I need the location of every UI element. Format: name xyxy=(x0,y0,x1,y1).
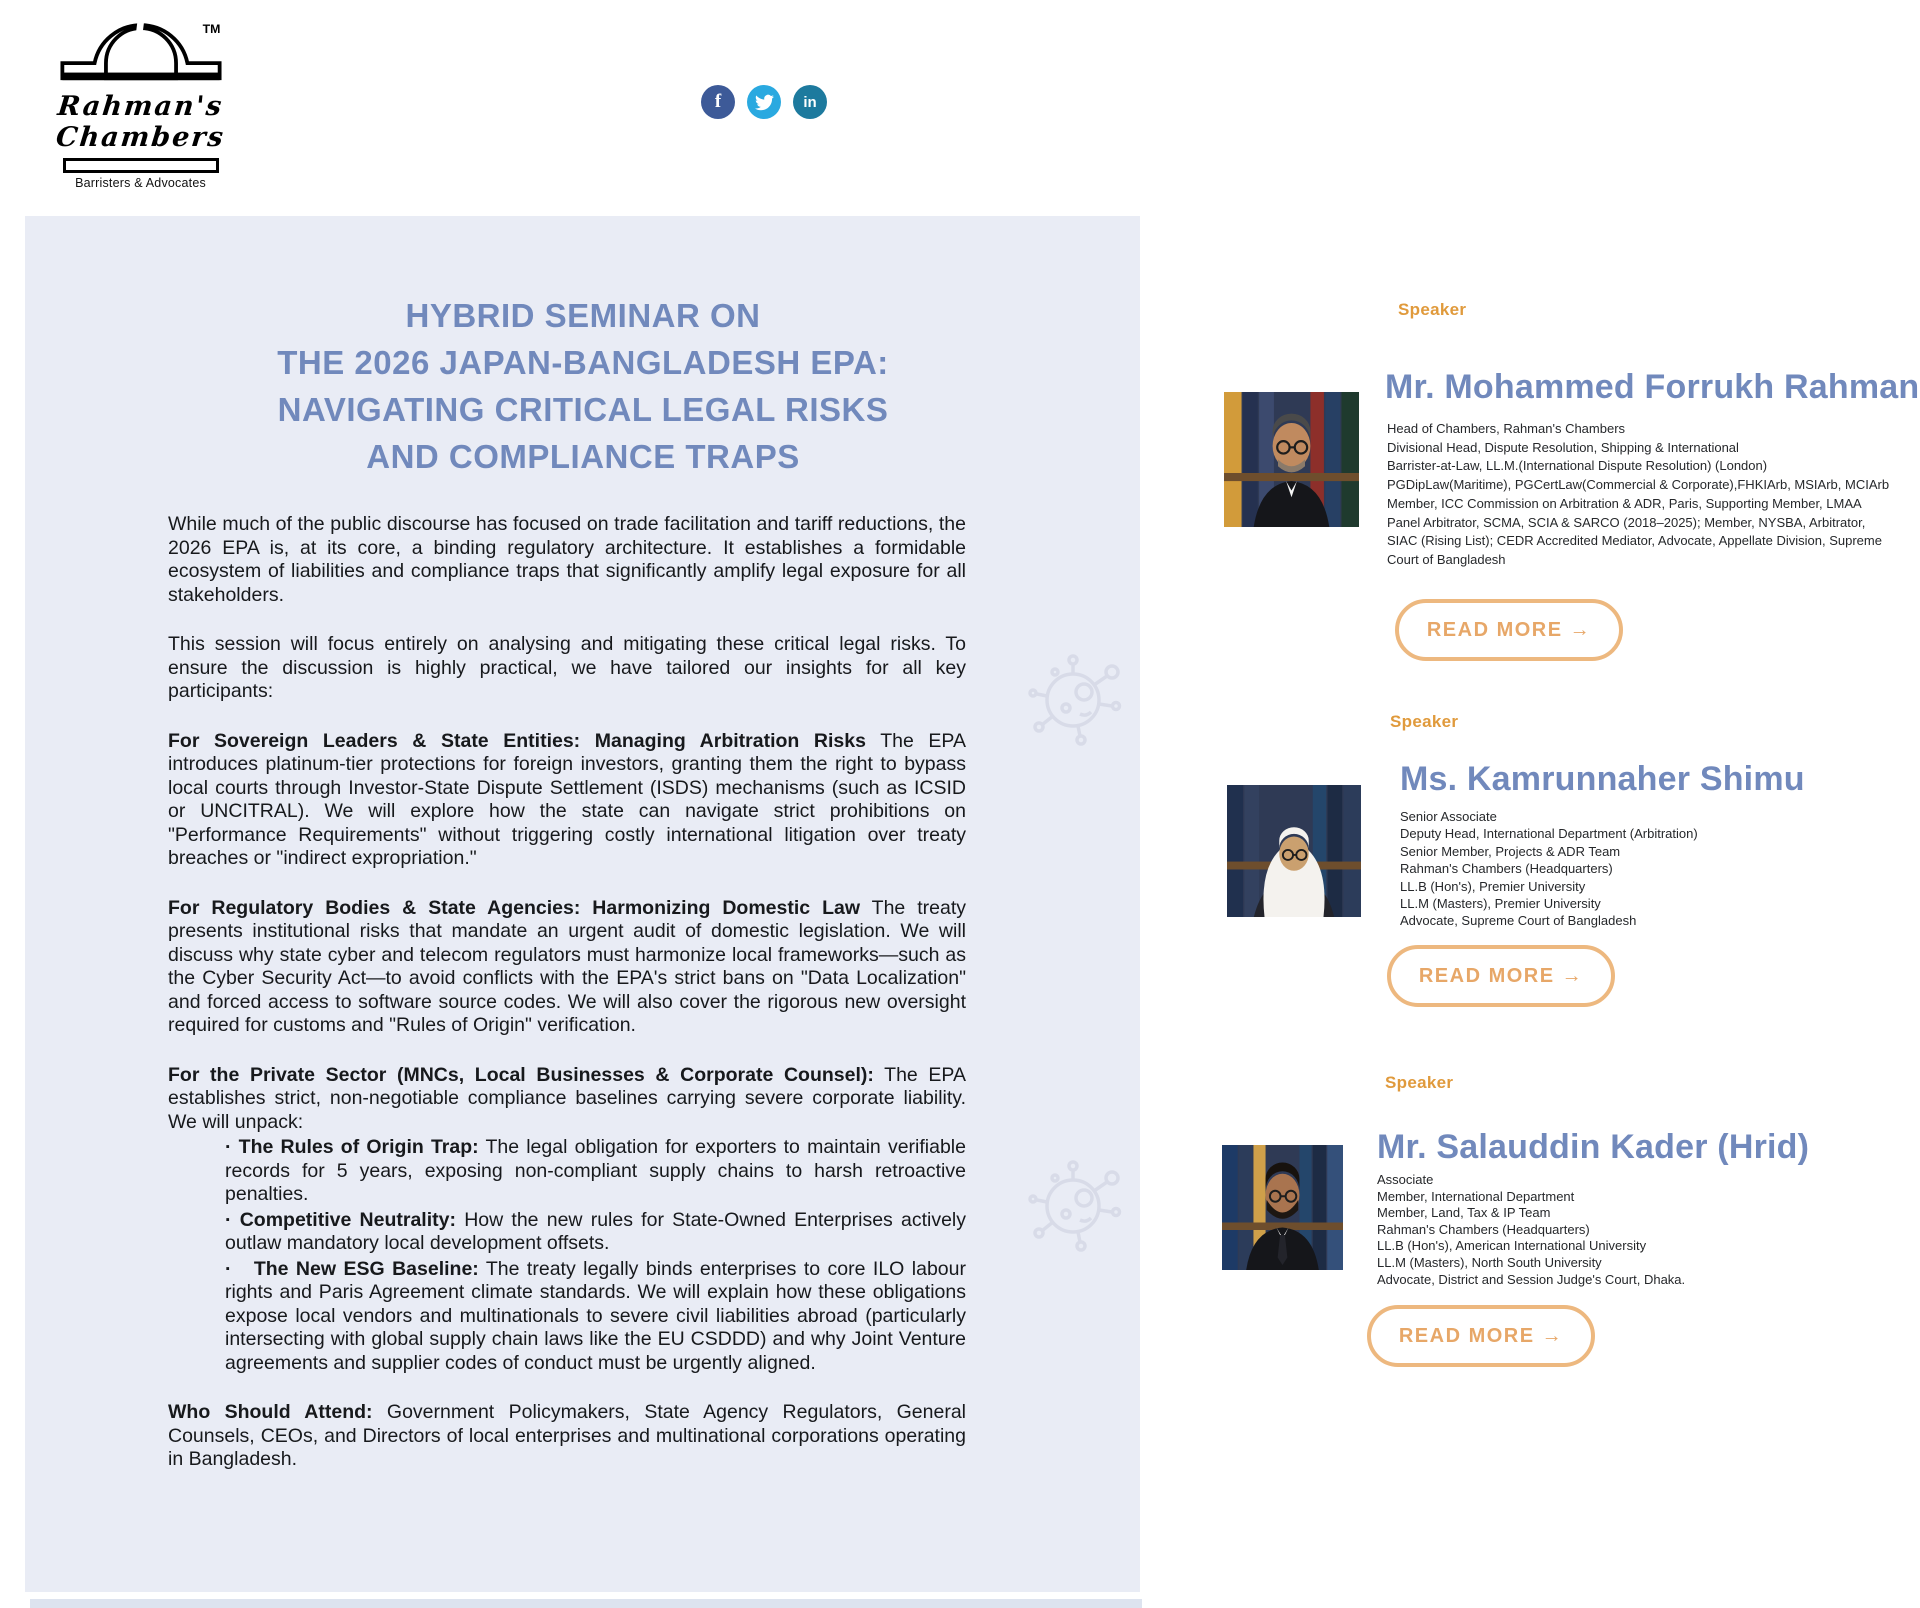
bio-line: Senior Member, Projects & ADR Team xyxy=(1400,843,1621,859)
virus-watermark-icon xyxy=(1025,644,1125,756)
brand-name-line2: Chambers xyxy=(54,122,227,153)
attend-label: Who Should Attend: xyxy=(168,1401,373,1423)
bio-line: LL.B (Hon's), American International University xyxy=(1377,1238,1647,1254)
bullet-marker: · xyxy=(225,1257,232,1280)
title-line: AND COMPLIANCE TRAPS xyxy=(366,438,800,475)
bullet-marker: · xyxy=(225,1136,232,1158)
speaker-photo xyxy=(1227,785,1361,917)
read-more-button[interactable]: READ MORE → xyxy=(1367,1305,1595,1367)
brand-name-line1: Rahman's xyxy=(56,91,225,122)
speaker-photo xyxy=(1222,1145,1343,1270)
bio-line: Member, International Department xyxy=(1377,1188,1575,1204)
intro-paragraph: While much of the public discourse has focused on trade facilitation and tariff reductions, the 2026 EPA is, at its core, a binding regulatory architecture. It establishes a formidable ecosystem of liabilities and compliance traps that significantly amplify legal exposure for all stakeholders. xyxy=(168,513,966,606)
bio-line: Rahman's Chambers (Headquarters) xyxy=(1400,861,1613,877)
bio-line: Rahman's Chambers (Headquarters) xyxy=(1377,1221,1590,1237)
bullet-label: Competitive Neutrality: xyxy=(239,1208,456,1231)
linkedin-icon[interactable] xyxy=(793,85,827,119)
facebook-icon[interactable] xyxy=(701,85,735,119)
bio-line: Senior Associate xyxy=(1400,809,1497,824)
bio-line: Advocate, Supreme Court of Bangladesh xyxy=(1400,913,1637,929)
speaker-portrait-female-hijab xyxy=(1227,785,1361,917)
speaker-bio xyxy=(1387,420,1889,570)
bio-line: Divisional Head, Dispute Resolution, Shipping & International xyxy=(1387,439,1739,455)
logo-tagline: Barristers & Advocates xyxy=(75,176,206,190)
bio-line: Associate xyxy=(1377,1172,1434,1187)
trademark-text: TM xyxy=(202,21,220,36)
bio-line: LL.B (Hon's), Premier University xyxy=(1400,878,1586,894)
read-more-button[interactable]: READ MORE → xyxy=(1395,599,1623,661)
speaker-label: Speaker xyxy=(1390,712,1459,731)
bullet-label: The Rules of Origin Trap: xyxy=(238,1136,479,1158)
bullet-item xyxy=(168,1209,966,1256)
footer-strip xyxy=(30,1599,1142,1608)
logo xyxy=(38,8,243,190)
seminar-panel xyxy=(25,216,1140,1592)
seminar-body xyxy=(168,513,966,1498)
speaker-name: Mr. Mohammed Forrukh Rahman xyxy=(1385,368,1920,406)
speaker-label: Speaker xyxy=(1398,300,1467,319)
virus-watermark-icon xyxy=(1025,1150,1125,1262)
bullet-item xyxy=(168,1258,966,1376)
section-text: The EPA introduces platinum-tier protections for foreign investors, granting them the right to bypass local courts through Investor-State Dispute Settlement (ISDS) mechanisms (such as ICSID or UNCITRAL). We will explore how the state can navigate strict prohibitions on "Performance Requirements" without triggering costly international litigation over treaty breaches or "indirect expropriation." xyxy=(168,729,966,869)
speaker-bio xyxy=(1400,808,1698,930)
section-text: The treaty presents institutional risks that mandate an urgent audit of domestic legislation. We will discuss why state cyber and telecom regulators must harmonize local frameworks—such as the Cyber Security Act—to avoid conflicts with the EPA's strict bans on "Data Localization" and forced access to software source codes. We will also cover the rigorous new oversight required for customs and "Rules of Origin" verification. xyxy=(168,896,966,1036)
speaker-photo xyxy=(1224,392,1359,527)
bio-line: Barrister-at-Law, LL.M.(International Dispute Resolution) (London) xyxy=(1387,458,1768,474)
section-paragraph xyxy=(168,730,966,871)
speaker-portrait-male-glasses xyxy=(1224,392,1359,527)
section-heading: For Sovereign Leaders & State Entities: Managing Arbitration Risks xyxy=(168,729,866,752)
bio-line: Court of Bangladesh xyxy=(1387,551,1506,567)
bullet-text: The treaty legally binds enterprises to core ILO labour rights and Paris Agreement climate standards. We will explain how these obligations expose local vendors and multinationals to severe civil liabilities abroad (particularly intersecting with global supply chain laws like the EU CSDDD) and why Joint Venture agreements and supplier codes of conduct must be urgently aligned. xyxy=(225,1257,966,1374)
section-paragraph xyxy=(168,897,966,1038)
bio-line: Advocate, District and Session Judge's Court, Dhaka. xyxy=(1377,1271,1686,1287)
bullet-text: The legal obligation for exporters to maintain verifiable records for 5 years, exposing non-compliant supply chains to harsh retroactive penalties. xyxy=(225,1136,966,1205)
speaker-label: Speaker xyxy=(1385,1073,1454,1092)
seminar-title xyxy=(133,292,1033,480)
bio-line: Panel Arbitrator, SCMA, SCIA & SARCO (2018–2025); Member, NYSBA, Arbitrator, xyxy=(1387,514,1866,530)
bio-line: Deputy Head, International Department (Arbitration) xyxy=(1400,826,1698,842)
title-line: THE 2026 JAPAN-BANGLADESH EPA: xyxy=(277,344,889,381)
twitter-bird-glyph xyxy=(755,93,774,112)
title-line: HYBRID SEMINAR ON xyxy=(405,297,761,334)
arch-logo-icon xyxy=(51,8,231,86)
title-line: NAVIGATING CRITICAL LEGAL RISKS xyxy=(277,391,889,428)
section-text: The EPA establishes strict, non-negotiable compliance baselines carrying severe corporate liability. We will unpack: xyxy=(168,1063,966,1133)
speaker-bio xyxy=(1377,1172,1685,1288)
bullet-item xyxy=(168,1136,966,1207)
bio-line: PGDipLaw(Maritime), PGCertLaw(Commercial & Corporate),FHKIArb, MSIArb, MCIArb xyxy=(1387,477,1890,493)
attend-text: Government Policymakers, State Agency Regulators, General Counsels, CEOs, and Directors of local enterprises and multinational corporations operating in Bangladesh. xyxy=(168,1401,967,1470)
bio-line: LL.M (Masters), North South University xyxy=(1377,1254,1602,1270)
bio-line: Member, Land, Tax & IP Team xyxy=(1377,1205,1551,1221)
social-links xyxy=(701,85,827,119)
bio-line: SIAC (Rising List); CEDR Accredited Mediator, Advocate, Appellate Division, Supreme xyxy=(1387,533,1882,549)
bullet-text: How the new rules for State-Owned Enterprises actively outlaw mandatory local development offsets. xyxy=(225,1208,967,1254)
logo-divider xyxy=(63,158,219,173)
speaker-name: Ms. Kamrunnaher Shimu xyxy=(1400,760,1805,798)
bio-line: Member, ICC Commission on Arbitration & ADR, Paris, Supporting Member, LMAA xyxy=(1387,495,1862,511)
twitter-icon[interactable] xyxy=(747,85,781,119)
attend-paragraph xyxy=(168,1401,966,1472)
section-heading: For the Private Sector (MNCs, Local Businesses & Corporate Counsel): xyxy=(168,1063,874,1086)
bullet-label: The New ESG Baseline: xyxy=(253,1257,479,1280)
bio-line: Head of Chambers, Rahman's Chambers xyxy=(1387,421,1626,436)
read-more-button[interactable]: READ MORE → xyxy=(1387,945,1615,1007)
speaker-name: Mr. Salauddin Kader (Hrid) xyxy=(1377,1128,1810,1166)
bio-line: LL.M (Masters), Premier University xyxy=(1400,896,1601,912)
linkedin-glyph: in xyxy=(803,93,817,111)
facebook-glyph: f xyxy=(714,91,722,112)
speaker-portrait-male-beard xyxy=(1222,1145,1343,1270)
bullet-marker: · xyxy=(225,1208,232,1231)
section-heading: For Regulatory Bodies & State Agencies: Harmonizing Domestic Law xyxy=(168,896,861,919)
intro-paragraph: This session will focus entirely on analysing and mitigating these critical legal risks. To ensure the discussion is highly practical, we have tailored our insights for all key participants: xyxy=(168,633,966,702)
section-paragraph xyxy=(168,1064,966,1135)
